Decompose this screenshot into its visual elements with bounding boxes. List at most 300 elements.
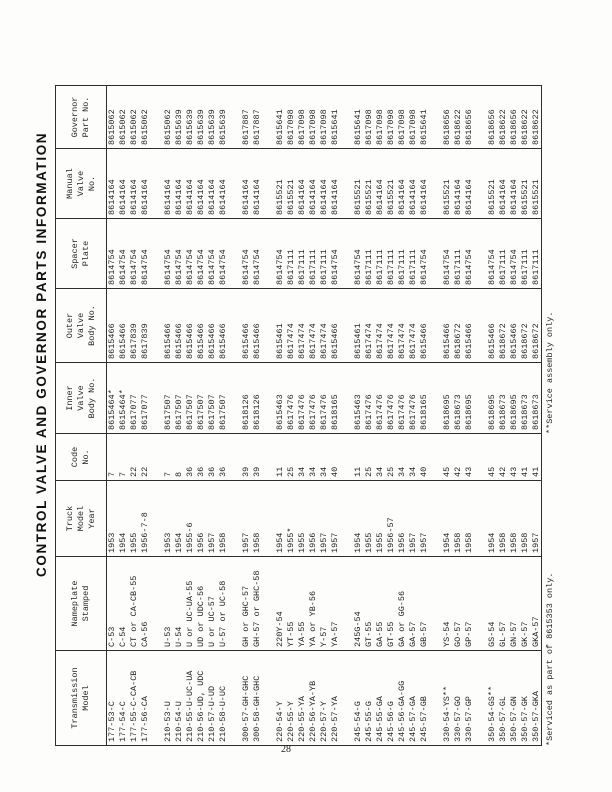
table-cell: 8617839 xyxy=(140,289,151,363)
table-cell: 34 xyxy=(319,434,330,481)
table-cell: 220-54-Y xyxy=(275,651,286,746)
gap-cell xyxy=(430,481,442,557)
table-cell: 1956-57 xyxy=(386,481,397,557)
gap-cell xyxy=(151,557,163,651)
table-cell: 8617507 xyxy=(196,363,207,434)
table-cell: Y-57 xyxy=(319,557,330,651)
table-cell: 34 xyxy=(408,434,419,481)
table-cell: 8618656 xyxy=(464,86,475,149)
table-cell: 25 xyxy=(386,434,397,481)
table-row xyxy=(375,86,386,746)
table-cell: 8614164 xyxy=(464,149,475,219)
table-cell: 11 xyxy=(275,434,286,481)
table-cell: 8617474 xyxy=(319,289,330,363)
table-row xyxy=(196,86,207,746)
table-cell: 8615463 xyxy=(275,363,286,434)
table-cell: 8615521 xyxy=(531,149,542,219)
table-cell: 8617111 xyxy=(375,219,386,289)
table-row xyxy=(531,86,542,746)
table-cell: 8617507 xyxy=(163,363,174,434)
table-cell: 8617111 xyxy=(453,219,464,289)
table-cell: 8617111 xyxy=(308,219,319,289)
table-cell: U or UC-UA-55 xyxy=(185,557,196,651)
table-cell: 1958 xyxy=(509,481,520,557)
table-cell: GH-57 or GHC-58 xyxy=(252,557,263,651)
table-cell: 8615639 xyxy=(196,86,207,149)
table-cell: GP-57 xyxy=(464,557,475,651)
table-cell: 8615521 xyxy=(364,149,375,219)
table-cell: 1958 xyxy=(252,481,263,557)
table-cell: 8614164 xyxy=(297,149,308,219)
table-cell: 8617098 xyxy=(364,86,375,149)
table-cell: 8618126 xyxy=(252,363,263,434)
table-cell: 8617474 xyxy=(375,289,386,363)
table-cell: 8614164 xyxy=(308,149,319,219)
parts-table xyxy=(55,85,542,746)
table-cell: YA-57 xyxy=(330,557,341,651)
table-cell: 39 xyxy=(252,434,263,481)
gap-cell xyxy=(263,481,275,557)
table-row xyxy=(319,86,330,746)
page-number: 28 xyxy=(281,744,291,755)
table-cell: GS-54 xyxy=(487,557,498,651)
table-row xyxy=(364,86,375,746)
table-cell: 8617887 xyxy=(252,86,263,149)
table-cell: 8618656 xyxy=(487,86,498,149)
table-cell: 1957 xyxy=(419,481,430,557)
gap-cell xyxy=(229,651,241,746)
table-cell: 41 xyxy=(520,434,531,481)
gap-cell xyxy=(430,289,442,363)
table-cell: 1954 xyxy=(442,481,453,557)
table-cell: 330-54-YS** xyxy=(442,651,453,746)
group-gap-row xyxy=(430,86,442,746)
group-gap-row xyxy=(151,86,163,746)
table-body xyxy=(107,86,542,746)
table-cell: 350-57-GL xyxy=(498,651,509,746)
table-cell: 8618126 xyxy=(241,363,252,434)
table-cell: 7 xyxy=(163,434,174,481)
table-row xyxy=(487,86,498,746)
table-cell: 8615466 xyxy=(185,289,196,363)
table-cell: 220-57-YA xyxy=(330,651,341,746)
table-cell: 8617474 xyxy=(297,289,308,363)
table-row xyxy=(397,86,408,746)
gap-cell xyxy=(151,219,163,289)
gap-cell xyxy=(263,219,275,289)
table-cell: 8617476 xyxy=(397,363,408,434)
table-cell: GL-57 xyxy=(498,557,509,651)
table-cell: 8617111 xyxy=(319,219,330,289)
table-cell: GT-55 xyxy=(364,557,375,651)
table-row xyxy=(386,86,397,746)
table-cell: 8614754 xyxy=(140,219,151,289)
table-cell: 1957 xyxy=(330,481,341,557)
table-cell: 8617476 xyxy=(408,363,419,434)
table-cell: 8615461 xyxy=(275,289,286,363)
gap-cell xyxy=(341,557,353,651)
gap-cell xyxy=(341,149,353,219)
table-cell: 8614754 xyxy=(163,219,174,289)
table-cell: GA or GG-56 xyxy=(397,557,408,651)
table-header-row xyxy=(56,86,107,746)
table-row xyxy=(330,86,341,746)
table-cell: 220Y-54 xyxy=(275,557,286,651)
gap-cell xyxy=(229,219,241,289)
table-row xyxy=(408,86,419,746)
table-row xyxy=(520,86,531,746)
table-cell: 8614754 xyxy=(207,219,218,289)
gap-cell xyxy=(229,289,241,363)
table-cell: 220-55-YA xyxy=(297,651,308,746)
table-cell: GT-55 xyxy=(386,557,397,651)
table-cell: 177-54-C xyxy=(118,651,129,746)
table-cell: 8614754 xyxy=(487,219,498,289)
table-cell: 11 xyxy=(353,434,364,481)
table-cell: 8614164 xyxy=(174,149,185,219)
table-row xyxy=(275,86,286,746)
table-cell: 40 xyxy=(419,434,430,481)
table-cell: 8617111 xyxy=(531,219,542,289)
table-cell: 8614754 xyxy=(218,219,229,289)
gap-cell xyxy=(430,219,442,289)
gap-cell xyxy=(151,149,163,219)
table-row xyxy=(140,86,151,746)
table-cell: GB-57 xyxy=(419,557,430,651)
table-cell: 1955 xyxy=(375,481,386,557)
table-cell: 36 xyxy=(218,434,229,481)
table-cell: 8617474 xyxy=(386,289,397,363)
table-cell: CA-56 xyxy=(140,557,151,651)
table-cell: 8617098 xyxy=(408,86,419,149)
table-cell: 8615464* xyxy=(107,363,118,434)
table-cell: 8614754 xyxy=(509,219,520,289)
table-cell: 8615639 xyxy=(174,86,185,149)
table-cell: 1955 xyxy=(129,481,140,557)
table-cell: CT or CA-CB-55 xyxy=(129,557,140,651)
table-cell: C-54 xyxy=(118,557,129,651)
table-cell: 1958 xyxy=(218,481,229,557)
table-cell: 8617098 xyxy=(397,86,408,149)
table-cell: 210-58-U-UC xyxy=(218,651,229,746)
table-cell: 8617077 xyxy=(129,363,140,434)
footnote-service-assembly-only: **Service assembly only. xyxy=(545,311,555,434)
table-cell: 39 xyxy=(241,434,252,481)
gap-cell xyxy=(263,434,275,481)
table-row xyxy=(252,86,263,746)
table-cell: 8617111 xyxy=(498,219,509,289)
table-cell: 8617507 xyxy=(218,363,229,434)
gap-cell xyxy=(341,434,353,481)
table-cell: 1958 xyxy=(453,481,464,557)
table-cell: 36 xyxy=(207,434,218,481)
table-cell: 245-54-G xyxy=(353,651,364,746)
table-cell: 8617476 xyxy=(286,363,297,434)
rotated-table-block xyxy=(55,85,555,746)
table-cell: 8615062 xyxy=(107,86,118,149)
table-cell: 8614164 xyxy=(453,149,464,219)
table-cell: 1954 xyxy=(275,481,286,557)
table-cell: 8615466 xyxy=(241,289,252,363)
table-cell: 8618673 xyxy=(520,363,531,434)
gap-cell xyxy=(263,289,275,363)
table-cell: 8614164 xyxy=(375,149,386,219)
table-cell: 8614754 xyxy=(252,219,263,289)
table-cell: 8617476 xyxy=(297,363,308,434)
gap-cell xyxy=(229,363,241,434)
table-cell: 8617111 xyxy=(520,219,531,289)
table-cell: 8618695 xyxy=(509,363,520,434)
gap-cell xyxy=(475,149,487,219)
table-cell: 8618165 xyxy=(330,363,341,434)
group-gap-row xyxy=(341,86,353,746)
table-cell: GN-57 xyxy=(509,557,520,651)
table-cell: 8617098 xyxy=(308,86,319,149)
table-cell: 42 xyxy=(498,434,509,481)
gap-cell xyxy=(229,557,241,651)
table-cell: 1957 xyxy=(241,481,252,557)
table-cell: 8614164 xyxy=(140,149,151,219)
gap-cell xyxy=(151,289,163,363)
table-cell: 1953 xyxy=(163,481,174,557)
table-cell: 8614164 xyxy=(163,149,174,219)
table-cell: 8615641 xyxy=(330,86,341,149)
gap-cell xyxy=(263,651,275,746)
table-cell: 8618656 xyxy=(509,86,520,149)
group-gap-row xyxy=(475,86,487,746)
table-cell: 8615461 xyxy=(353,289,364,363)
table-cell: 8 xyxy=(174,434,185,481)
table-cell: 36 xyxy=(185,434,196,481)
table-cell: 8615062 xyxy=(129,86,140,149)
table-cell: 8617476 xyxy=(308,363,319,434)
table-cell: 8618672 xyxy=(531,289,542,363)
table-cell: 8617098 xyxy=(375,86,386,149)
table-row xyxy=(419,86,430,746)
table-cell: 8615641 xyxy=(275,86,286,149)
gap-cell xyxy=(151,434,163,481)
gap-cell xyxy=(475,219,487,289)
table-cell: 8618695 xyxy=(487,363,498,434)
table-cell: 220-57-Y xyxy=(319,651,330,746)
table-cell: 8615466 xyxy=(487,289,498,363)
gap-cell xyxy=(341,219,353,289)
header-cell: Transmission Model xyxy=(56,651,107,746)
table-cell: 8618622 xyxy=(453,86,464,149)
table-cell: 8614754 xyxy=(196,219,207,289)
table-cell: 8617476 xyxy=(375,363,386,434)
table-cell: 45 xyxy=(442,434,453,481)
table-cell: 8615466 xyxy=(107,289,118,363)
table-cell: 34 xyxy=(397,434,408,481)
table-cell: 8614754 xyxy=(129,219,140,289)
gap-cell xyxy=(430,651,442,746)
header-cell: Manual Valve No. xyxy=(56,149,107,219)
gap-cell xyxy=(229,86,241,149)
table-cell: 1955 xyxy=(364,481,375,557)
table-cell: 8614754 xyxy=(107,219,118,289)
table-cell: 25 xyxy=(286,434,297,481)
table-cell: 8615466 xyxy=(252,289,263,363)
table-cell: 8615466 xyxy=(442,289,453,363)
header-cell: Truck Model Year xyxy=(56,481,107,557)
table-cell: 8615641 xyxy=(353,86,364,149)
table-cell: 8614164 xyxy=(509,149,520,219)
gap-cell xyxy=(430,434,442,481)
gap-cell xyxy=(475,289,487,363)
table-cell: U-53 xyxy=(163,557,174,651)
table-row xyxy=(442,86,453,746)
gap-cell xyxy=(341,289,353,363)
table-cell: 8615466 xyxy=(118,289,129,363)
table-cell: 8614754 xyxy=(353,219,364,289)
table-cell: 22 xyxy=(129,434,140,481)
table-cell: 1954 xyxy=(353,481,364,557)
table-cell: 8614164 xyxy=(498,149,509,219)
gap-cell xyxy=(151,481,163,557)
table-cell: GH or GHC-57 xyxy=(241,557,252,651)
gap-cell xyxy=(341,651,353,746)
header-cell: Outer Valve Body No. xyxy=(56,289,107,363)
gap-cell xyxy=(229,149,241,219)
table-cell: 8617839 xyxy=(129,289,140,363)
table-cell: 8614164 xyxy=(129,149,140,219)
table-cell: 8615464* xyxy=(118,363,129,434)
table-cell: 42 xyxy=(453,434,464,481)
table-cell: 330-57-GP xyxy=(464,651,475,746)
table-cell: 8617098 xyxy=(386,86,397,149)
table-cell: 8617474 xyxy=(364,289,375,363)
table-cell: 1956 xyxy=(308,481,319,557)
table-cell: 245-55-G xyxy=(364,651,375,746)
table-cell: 8614754 xyxy=(118,219,129,289)
table-cell: 1954 xyxy=(487,481,498,557)
header-cell: Nameplate Stamped xyxy=(56,557,107,651)
table-cell: 300-57-GH-GHC xyxy=(241,651,252,746)
header-cell: Spacer Plate xyxy=(56,219,107,289)
table-cell: 8614754 xyxy=(275,219,286,289)
footnote-serviced-as-part: *Serviced as part of 8615353 only. xyxy=(545,572,555,746)
table-cell: 8614164 xyxy=(397,149,408,219)
table-cell: 8618673 xyxy=(453,363,464,434)
gap-cell xyxy=(263,557,275,651)
gap-cell xyxy=(430,363,442,434)
table-cell: 8617111 xyxy=(297,219,308,289)
table-cell: 8614164 xyxy=(207,149,218,219)
table-cell: U-54 xyxy=(174,557,185,651)
table-cell: 34 xyxy=(375,434,386,481)
header-cell: Governor Part No. xyxy=(56,86,107,149)
gap-cell xyxy=(475,481,487,557)
table-cell: 8615521 xyxy=(353,149,364,219)
table-row xyxy=(353,86,364,746)
gap-cell xyxy=(430,149,442,219)
table-row xyxy=(207,86,218,746)
table-cell: 8617111 xyxy=(386,219,397,289)
table-cell: 8614164 xyxy=(408,149,419,219)
table-cell: 8614164 xyxy=(185,149,196,219)
gap-cell xyxy=(475,557,487,651)
table-cell: 8617111 xyxy=(364,219,375,289)
table-cell: 177-55-C-CA-CB xyxy=(129,651,140,746)
table-cell: GO-57 xyxy=(453,557,464,651)
table-cell: 8615466 xyxy=(163,289,174,363)
table-cell: 8618656 xyxy=(442,86,453,149)
table-cell: 8617476 xyxy=(386,363,397,434)
table-row xyxy=(297,86,308,746)
table-cell: 8617098 xyxy=(319,86,330,149)
table-cell: 8614164 xyxy=(241,149,252,219)
table-cell: 1955-6 xyxy=(185,481,196,557)
table-cell: 1955* xyxy=(286,481,297,557)
table-cell: 210-54-U xyxy=(174,651,185,746)
table-cell: 8615466 xyxy=(174,289,185,363)
table-cell: 1955 xyxy=(297,481,308,557)
table-row xyxy=(107,86,118,746)
table-cell: 8614754 xyxy=(241,219,252,289)
group-gap-row xyxy=(263,86,275,746)
table-cell: 1957 xyxy=(531,481,542,557)
table-cell: 8614164 xyxy=(118,149,129,219)
table-cell: 8614754 xyxy=(185,219,196,289)
table-cell: 8617887 xyxy=(241,86,252,149)
gap-cell xyxy=(229,434,241,481)
table-cell: 8617474 xyxy=(308,289,319,363)
table-cell: 210-53-U xyxy=(163,651,174,746)
table-cell: 350-57-GK xyxy=(520,651,531,746)
table-cell: UD or UDC-56 xyxy=(196,557,207,651)
table-row xyxy=(174,86,185,746)
table-cell: 36 xyxy=(196,434,207,481)
table-cell: 8617098 xyxy=(286,86,297,149)
table-cell: 8617507 xyxy=(185,363,196,434)
table-cell: 8617474 xyxy=(286,289,297,363)
gap-cell xyxy=(263,363,275,434)
table-cell: 8614754 xyxy=(174,219,185,289)
table-cell: YT-55 xyxy=(286,557,297,651)
gap-cell xyxy=(229,481,241,557)
table-cell: U-57 or UC-58 xyxy=(218,557,229,651)
gap-cell xyxy=(341,481,353,557)
gap-cell xyxy=(151,363,163,434)
gap-cell xyxy=(151,651,163,746)
table-cell: 350-54-GS** xyxy=(487,651,498,746)
table-row xyxy=(453,86,464,746)
table-cell: 1954 xyxy=(118,481,129,557)
table-cell: 220-56-YA-YB xyxy=(308,651,319,746)
table-cell: 8614754 xyxy=(419,219,430,289)
table-cell: 8615639 xyxy=(185,86,196,149)
table-cell: 8618622 xyxy=(520,86,531,149)
table-cell: 1957 xyxy=(319,481,330,557)
table-cell: 8615463 xyxy=(353,363,364,434)
table-cell: 8617111 xyxy=(286,219,297,289)
table-cell: 25 xyxy=(364,434,375,481)
table-row xyxy=(286,86,297,746)
table-cell: 300-58-GH-GHC xyxy=(252,651,263,746)
table-cell: 8615521 xyxy=(275,149,286,219)
table-cell: 245G-54 xyxy=(353,557,364,651)
table-cell: 245-56-GA-GG xyxy=(397,651,408,746)
table-cell: 40 xyxy=(330,434,341,481)
table-row xyxy=(464,86,475,746)
gap-cell xyxy=(263,86,275,149)
table-cell: 8618673 xyxy=(531,363,542,434)
group-gap-row xyxy=(229,86,241,746)
table-cell: 8615062 xyxy=(140,86,151,149)
table-cell: 1954 xyxy=(174,481,185,557)
table-cell: 1958 xyxy=(464,481,475,557)
